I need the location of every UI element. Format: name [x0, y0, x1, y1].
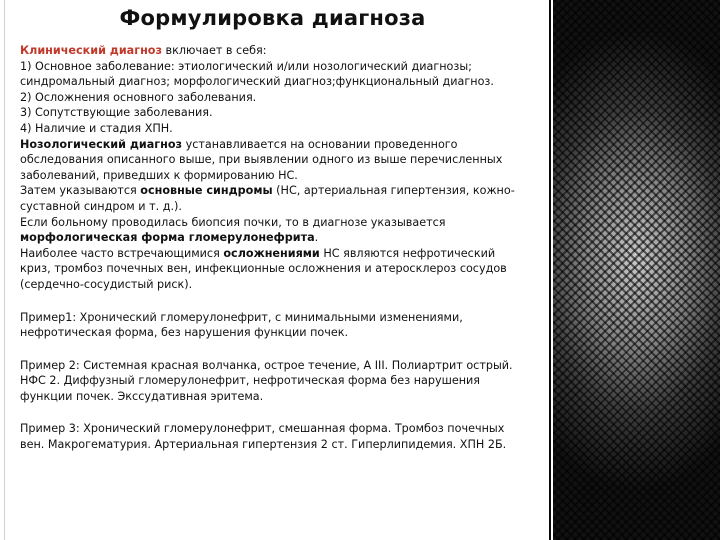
paragraph-clinical-diagnosis	[20, 43, 520, 59]
example-1: Пример1: Хронический гломерулонефрит, с минимальными изменениями, нефротическая форма, без нарушения функции почек.	[20, 310, 463, 340]
paragraph-main-syndromes	[20, 183, 520, 214]
slide-title: Формулировка диагноза	[119, 6, 426, 30]
panel-edge	[541, 0, 549, 540]
list-item-comorbidities: 3) Сопутствующие заболевания.	[20, 106, 213, 120]
list-item-main-disease: 1) Основное заболевание: этиологический и/или нозологический диагнозы; синдромальный диагноз; морфологический диагноз;функциональный диагноз.	[20, 59, 494, 89]
left-border-line	[4, 0, 5, 540]
paragraph-text: НС являются нефротический криз, тромбоз почечных вен, инфекционные осложнения и атеросклероз сосудов (сердечно-сосудистый риск).	[20, 246, 507, 291]
term-morphological-form: морфологическая форма гломерулонефрита	[20, 231, 315, 245]
list-item-ckd-stage: 4) Наличие и стадия ХПН.	[20, 121, 173, 135]
paragraph-nosological-diagnosis	[20, 137, 520, 184]
paragraph-text: Если больному проводилась биопсия почки, то в диагнозе указывается	[20, 215, 446, 229]
paragraph-text: Затем указываются	[20, 184, 141, 198]
slide-body	[20, 43, 520, 453]
mesh-pattern	[541, 0, 720, 540]
paragraph-text: включает в себя:	[162, 44, 267, 57]
term-nosological-diagnosis: Нозологический диагноз	[20, 137, 183, 151]
paragraph-text: Наиболее часто встречающимися	[20, 246, 224, 260]
spacer	[20, 293, 520, 310]
term-complications: осложнениями	[223, 246, 320, 260]
spacer	[20, 341, 520, 358]
panel-edge-white-line	[551, 0, 553, 540]
spacer	[20, 404, 520, 421]
example-3: Пример 3: Хронический гломерулонефрит, смешанная форма. Тромбоз почечных вен. Макрогематурия. Артериальная гипертензия 2 ст. Гиперлипидемия. ХПН 2Б.	[20, 422, 507, 452]
example-2: Пример 2: Системная красная волчанка, острое течение, A III. Полиартрит острый. НФС 2. Диффузный гломерулонефрит, нефротическая форма без нарушения функции почек. Экссудативная эритема.	[20, 358, 513, 403]
paragraph-complications	[20, 246, 520, 293]
paragraph-text: .	[314, 231, 319, 245]
decorative-mesh-panel	[541, 0, 720, 540]
paragraph-text: (НС, артериальная гипертензия, кожно-суставной синдром и т. д.).	[20, 184, 515, 213]
list-item-complications: 2) Осложнения основного заболевания.	[20, 90, 257, 104]
term-clinical-diagnosis: Клинический диагноз	[20, 44, 162, 57]
paragraph-text: устанавливается на основании проведенного обследования описанного выше, при выявлении одного из выше перечисленных заболеваний, приведших к формированию НС.	[20, 137, 503, 182]
paragraph-biopsy	[20, 215, 520, 246]
term-main-syndromes: основные синдромы	[140, 184, 273, 198]
